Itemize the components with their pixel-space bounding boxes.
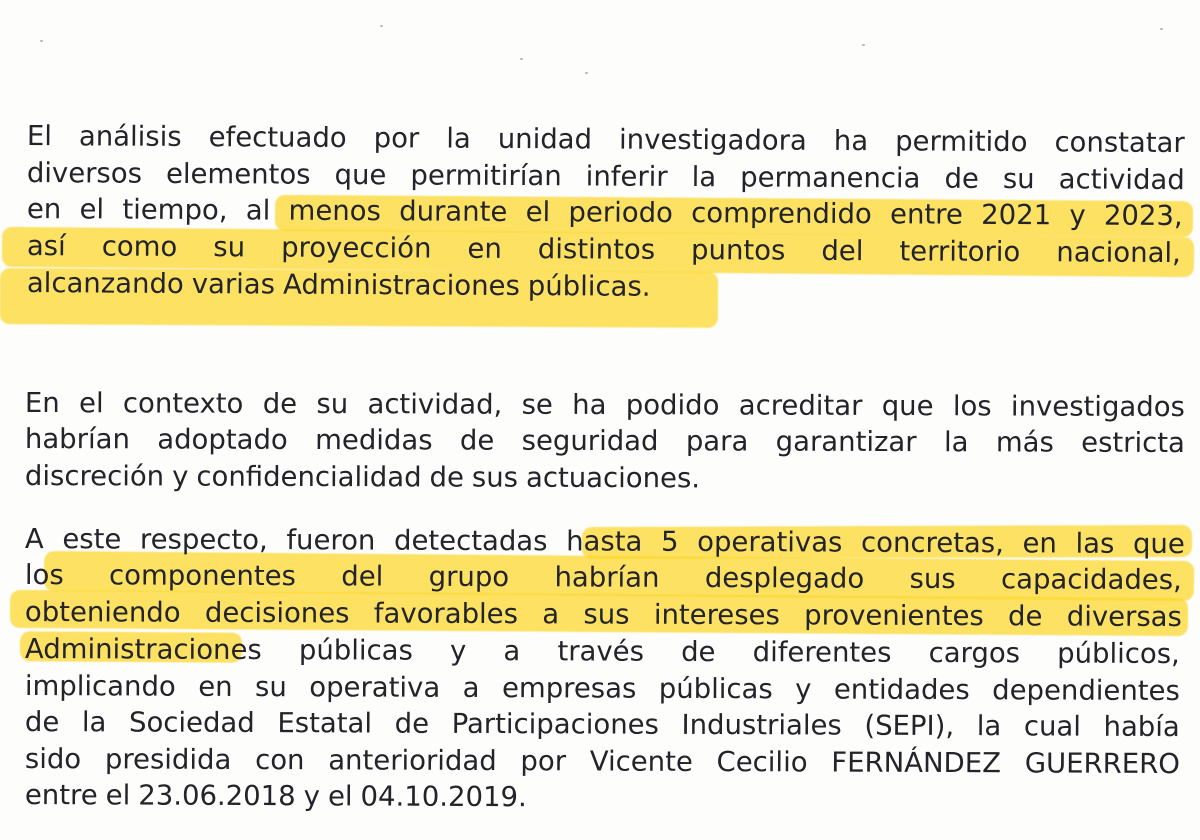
- document-word: dependientes: [992, 674, 1180, 708]
- document-word: la: [446, 122, 471, 155]
- document-word: 04.10.2019.: [360, 780, 527, 814]
- document-word: decisiones: [204, 596, 350, 630]
- document-word: el: [525, 196, 551, 229]
- document-line: [27, 228, 1181, 271]
- document-word: ha: [572, 388, 607, 422]
- document-word: comprendido: [691, 197, 872, 231]
- document-word: acreditar: [738, 389, 863, 422]
- document-word: y: [795, 673, 812, 706]
- document-word: sus: [583, 598, 630, 631]
- document-word: y: [449, 634, 467, 667]
- document-word: de: [262, 387, 298, 420]
- document-word: Estatal: [277, 707, 373, 740]
- document-word: estricta: [1081, 426, 1185, 460]
- document-word: y: [303, 780, 321, 813]
- document-line: [25, 704, 1180, 745]
- document-word: operativa: [309, 671, 441, 704]
- document-word: públicas: [298, 634, 413, 667]
- document-word: operativas: [697, 525, 843, 559]
- document-word: públicas.: [527, 270, 651, 303]
- document-word: detectadas: [393, 524, 548, 558]
- document-word: diversas: [1066, 600, 1182, 634]
- document-word: a: [462, 671, 480, 704]
- document-word: respecto,: [139, 523, 268, 557]
- document-word: 23.06.2018: [138, 779, 296, 813]
- document-word: en: [467, 232, 502, 265]
- document-word: territorio: [899, 235, 1021, 269]
- document-word: la: [691, 161, 717, 194]
- document-word: varias: [191, 268, 276, 301]
- document-word: efectuado: [208, 121, 347, 154]
- document-word: de: [429, 461, 464, 494]
- document-word: habrían: [554, 561, 660, 594]
- document-word: permitirían: [410, 159, 562, 193]
- document-word: hasta: [566, 525, 643, 558]
- document-word: 2021: [981, 198, 1052, 232]
- document-word: a: [542, 598, 560, 631]
- document-word: periodo: [568, 196, 674, 229]
- document-word: discreción: [24, 460, 165, 493]
- document-line: [25, 521, 1185, 562]
- document-word: unidad: [497, 122, 593, 156]
- document-word: de: [681, 635, 716, 669]
- document-word: actuaciones.: [525, 461, 701, 495]
- document-line: [27, 265, 1181, 308]
- document-line: [25, 668, 1180, 709]
- document-word: que: [334, 158, 387, 192]
- document-word: los: [24, 559, 64, 592]
- document-word: inferir: [585, 160, 668, 193]
- document-word: podido: [625, 389, 720, 422]
- document-word: entre: [24, 779, 98, 812]
- document-word: GUERRERO: [1024, 747, 1180, 781]
- document-word: favorables: [373, 597, 519, 631]
- document-word: proyección: [281, 231, 432, 265]
- document-word: con: [255, 744, 305, 777]
- document-word: los: [952, 390, 992, 423]
- document-word: (SEPI),: [864, 709, 955, 743]
- document-word: cargos: [928, 636, 1021, 670]
- document-word: para: [685, 425, 749, 458]
- document-word: de: [944, 162, 979, 195]
- document-word: intereses: [653, 598, 780, 632]
- document-word: En: [24, 387, 60, 420]
- document-line: [27, 191, 1183, 234]
- document-word: desplegado: [704, 561, 865, 595]
- document-line: [25, 458, 1185, 498]
- document-word: grupo: [428, 560, 510, 594]
- document-word: este: [62, 523, 122, 556]
- document-word: su: [213, 231, 246, 264]
- document-word: 5: [660, 525, 679, 558]
- document-word: actividad: [1058, 163, 1185, 197]
- document-word: fueron: [286, 524, 376, 557]
- document-word: el: [79, 193, 105, 226]
- document-word: provenientes: [804, 599, 984, 633]
- document-word: confidencialidad: [196, 460, 422, 494]
- document-word: en: [198, 670, 233, 703]
- document-line: [27, 118, 1185, 161]
- document-word: diversos: [26, 156, 143, 190]
- document-word: así: [26, 229, 66, 263]
- document-word: la: [943, 426, 969, 459]
- document-word: de: [459, 424, 495, 457]
- document-word: adoptado: [157, 423, 288, 456]
- document-word: capacidades,: [1000, 563, 1182, 597]
- document-word: elementos: [165, 157, 311, 191]
- document-word: y: [172, 460, 189, 493]
- document-word: Vicente: [589, 745, 693, 778]
- document-word: menos: [288, 194, 381, 228]
- document-word: públicos,: [1057, 637, 1180, 671]
- document-word: alcanzando: [26, 266, 184, 300]
- document-word: por: [520, 745, 567, 778]
- document-word: sido: [24, 743, 82, 776]
- document-word: había: [1103, 710, 1180, 744]
- document-word: del: [341, 560, 384, 593]
- document-word: permitido: [895, 125, 1028, 159]
- document-word: de: [1008, 600, 1043, 633]
- document-word: través: [557, 635, 645, 668]
- document-word: el: [79, 387, 104, 420]
- document-word: Sociedad: [128, 706, 255, 740]
- document-word: diferentes: [752, 636, 892, 669]
- document-word: la: [81, 706, 107, 739]
- document-line: [25, 421, 1185, 461]
- document-word: su: [1002, 162, 1035, 196]
- document-word: FERNÁNDEZ: [831, 746, 1002, 780]
- document-word: cual: [1023, 710, 1081, 743]
- document-word: Industriales: [681, 708, 842, 742]
- document-word: empresas: [501, 672, 637, 705]
- document-word: sus: [909, 562, 956, 596]
- document-word: su: [255, 671, 287, 704]
- document-word: investigados: [1010, 390, 1185, 424]
- document-word: por: [373, 122, 420, 155]
- document-line: [25, 631, 1180, 672]
- document-word: constatar: [1054, 126, 1185, 160]
- document-word: investigadora: [618, 123, 807, 157]
- document-word: puntos: [691, 234, 786, 267]
- document-word: que: [1132, 527, 1185, 561]
- document-line: [25, 741, 1180, 782]
- document-word: actividad,: [367, 388, 503, 421]
- document-word: su: [316, 388, 349, 421]
- document-word: tiempo,: [122, 193, 228, 227]
- document-word: análisis: [78, 120, 182, 153]
- document-word: A: [24, 523, 44, 556]
- document-word: permanencia: [740, 161, 921, 195]
- document-line: [25, 385, 1185, 425]
- document-word: habrían: [24, 423, 130, 456]
- document-word: durante: [399, 195, 508, 228]
- document-word: nacional,: [1056, 236, 1181, 270]
- document-word: el: [327, 780, 353, 813]
- document-word: entidades: [833, 673, 970, 707]
- document-word: concretas,: [860, 526, 1004, 560]
- document-line: [25, 557, 1182, 598]
- document-word: Participaciones: [451, 707, 659, 741]
- document-word: anterioridad: [328, 744, 497, 778]
- document-word: 2023,: [1103, 199, 1183, 233]
- document-word: contexto: [122, 387, 244, 420]
- document-word: El: [26, 119, 53, 153]
- document-word: implicando: [24, 670, 176, 703]
- document-word: se: [521, 388, 553, 421]
- document-word: públicas: [658, 672, 773, 706]
- document-word: entre: [889, 198, 963, 231]
- document-word: y: [1069, 199, 1086, 232]
- document-word: presidida: [104, 743, 232, 776]
- document-word: la: [976, 710, 1002, 743]
- document-word: medidas: [315, 424, 433, 457]
- document-word: en: [26, 192, 62, 226]
- document-word: sus: [471, 461, 519, 494]
- document-word: Cecilio: [716, 746, 808, 779]
- document-word: del: [821, 234, 864, 268]
- document-word: componentes: [109, 559, 296, 593]
- document-word: Administraciones: [24, 633, 262, 667]
- document-word: a: [503, 635, 521, 668]
- document-word: de: [24, 706, 60, 739]
- document-word: más: [995, 426, 1054, 459]
- document-word: el: [105, 779, 131, 812]
- document-word: distintos: [537, 233, 656, 266]
- document-word: seguridad: [521, 424, 659, 458]
- document-word: como: [101, 230, 178, 263]
- document-word: garantizar: [775, 425, 917, 459]
- document-word: al: [245, 194, 271, 227]
- document-line: [25, 777, 1180, 818]
- document-word: de: [394, 707, 430, 740]
- document-word: que: [881, 389, 934, 423]
- document-line: [25, 594, 1182, 635]
- document-word: Administraciones: [282, 268, 520, 303]
- document-word: ha: [833, 124, 869, 158]
- document-word: en: [1022, 527, 1057, 560]
- document-word: obteniendo: [24, 596, 181, 629]
- document-word: las: [1075, 527, 1115, 560]
